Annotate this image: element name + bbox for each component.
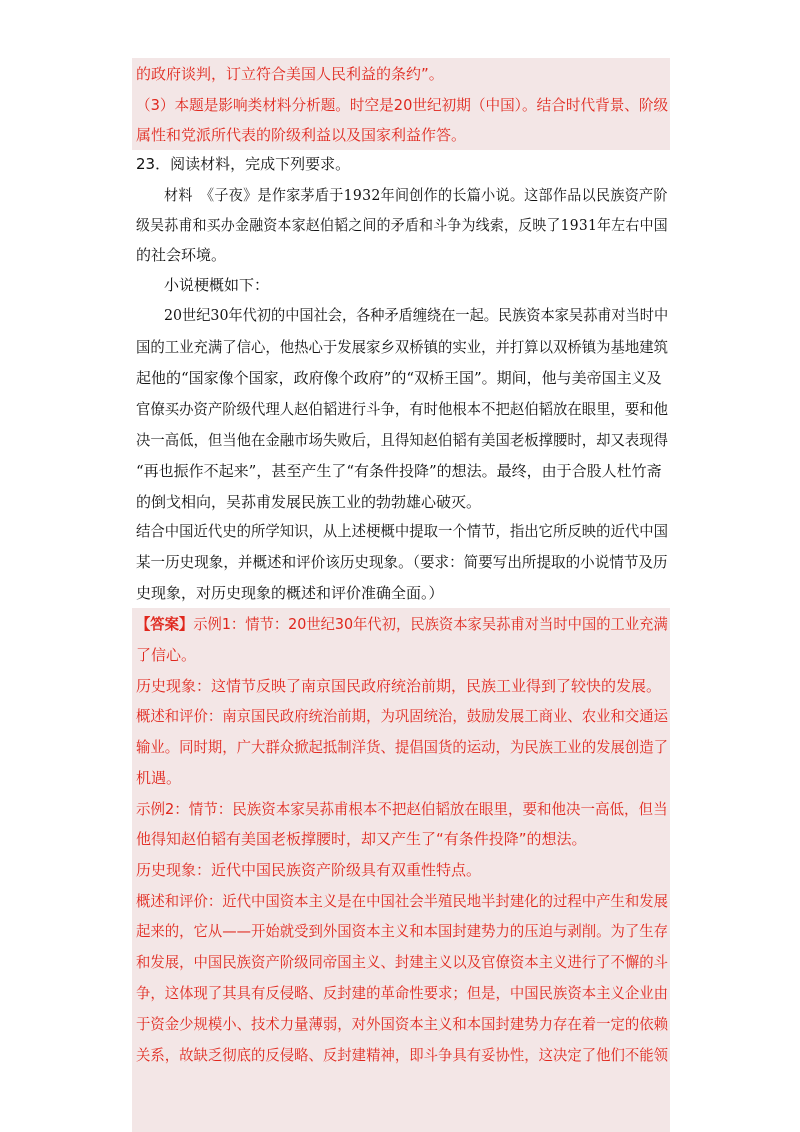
- material-line-1: 材料 《子夜》是作家茅盾于1932年间创作的长篇小说。这部作品以民族资产阶: [164, 186, 668, 204]
- requirement-line-1: 结合中国近代史的所学知识，从上述梗概中提取一个情节，指出它所反映的近代中国: [136, 522, 669, 540]
- summary-line-7: 的倒戈相向，吴荪甫发展民族工业的勃勃雄心破灭。: [136, 493, 482, 511]
- answer-tag: 【答案】: [136, 615, 194, 633]
- summary-line-5: 决一高低，但当他在金融市场失败后，且得知赵伯韬有美国老板撑腰时，却又表现得: [136, 431, 669, 449]
- summary-line-1: 20世纪30年代初的中国社会，各种矛盾缠绕在一起。民族资本家吴荪甫对当时中: [164, 306, 669, 324]
- answer-line-6: 机遇。: [136, 769, 182, 787]
- summary-title: 小说梗概如下：: [164, 276, 270, 294]
- question-title: 23．阅读材料，完成下列要求。: [136, 155, 351, 173]
- answer-line-14: 于资金少规模小、技术力量薄弱，对外国资本主义和本国封建势力存在着一定的依赖: [136, 1015, 669, 1033]
- answer-line-2: 了信心。: [136, 646, 197, 664]
- answer-line-10: 概述和评价：近代中国资本主义是在中国社会半殖民地半封建化的过程中产生和发展: [136, 892, 669, 910]
- prev-answer-line-3: 属性和党派所代表的阶级利益以及国家利益作答。: [136, 126, 467, 144]
- answer-line-9: 历史现象：近代中国民族资产阶级具有双重性特点。: [136, 861, 482, 879]
- answer-line-1: [136, 614, 668, 634]
- summary-line-3: 起他的“国家像个国家，政府像个政府”的“双桥王国”。期间，他与美帝国主义及: [136, 369, 662, 387]
- answer-line-1-text: 示例1：情节：20世纪30年代初，民族资本家吴荪甫对当时中国的工业充满: [193, 615, 668, 633]
- answer-line-4: 概述和评价：南京国民政府统治前期，为巩固统治，鼓励发展工商业、农业和交通运: [136, 707, 669, 725]
- material-line-2: 级吴荪甫和买办金融资本家赵伯韬之间的矛盾和斗争为线索，反映了1931年左右中国: [136, 216, 668, 234]
- answer-line-12: 和发展，中国民族资产阶级同帝国主义、封建主义以及官僚资本主义进行了不懈的斗: [136, 953, 669, 971]
- requirement-line-3: 史现象，对历史现象的概述和评价准确全面。）: [136, 584, 444, 602]
- answer-line-5: 输业。同时期，广大群众掀起抵制洋货、提倡国货的运动，为民族工业的发展创造了: [136, 738, 669, 756]
- prev-answer-line-2: （3）本题是影响类材料分析题。时空是20世纪初期（中国）。结合时代背景、阶级: [136, 96, 669, 114]
- answer-line-8: 他得知赵伯韬有美国老板撑腰时，却又产生了“有条件投降”的想法。: [136, 830, 587, 848]
- summary-line-6: “再也振作不起来”，甚至产生了“有条件投降”的想法。最终，由于合股人杜竹斋: [136, 462, 662, 480]
- summary-line-2: 国的工业充满了信心，他热心于发展家乡双桥镇的实业，并打算以双桥镇为基地建筑: [136, 338, 669, 356]
- prev-answer-line-1: 的政府谈判，订立符合美国人民利益的条约”。: [136, 65, 444, 83]
- answer-line-13: 争，这体现了其具有反侵略、反封建的革命性要求；但是，中国民族资本主义企业由: [136, 984, 669, 1002]
- summary-line-4: 官僚买办资产阶级代理人赵伯韬进行斗争，有时他根本不把赵伯韬放在眼里，要和他: [136, 400, 669, 418]
- answer-line-15: 关系，故缺乏彻底的反侵略、反封建精神，即斗争具有妥协性，这决定了他们不能领: [136, 1046, 669, 1064]
- answer-line-11: 起来的，它从——开始就受到外国资本主义和本国封建势力的压迫与剥削。为了生存: [136, 922, 669, 940]
- material-line-3: 的社会环境。: [136, 246, 227, 264]
- answer-line-3: 历史现象：这情节反映了南京国民政府统治前期，民族工业得到了较快的发展。: [136, 677, 662, 695]
- answer-line-7: 示例2：情节：民族资本家吴荪甫根本不把赵伯韬放在眼里，要和他决一高低，但当: [136, 800, 668, 818]
- requirement-line-2: 某一历史现象，并概述和评价该历史现象。（要求：简要写出所提取的小说情节及历: [136, 553, 668, 571]
